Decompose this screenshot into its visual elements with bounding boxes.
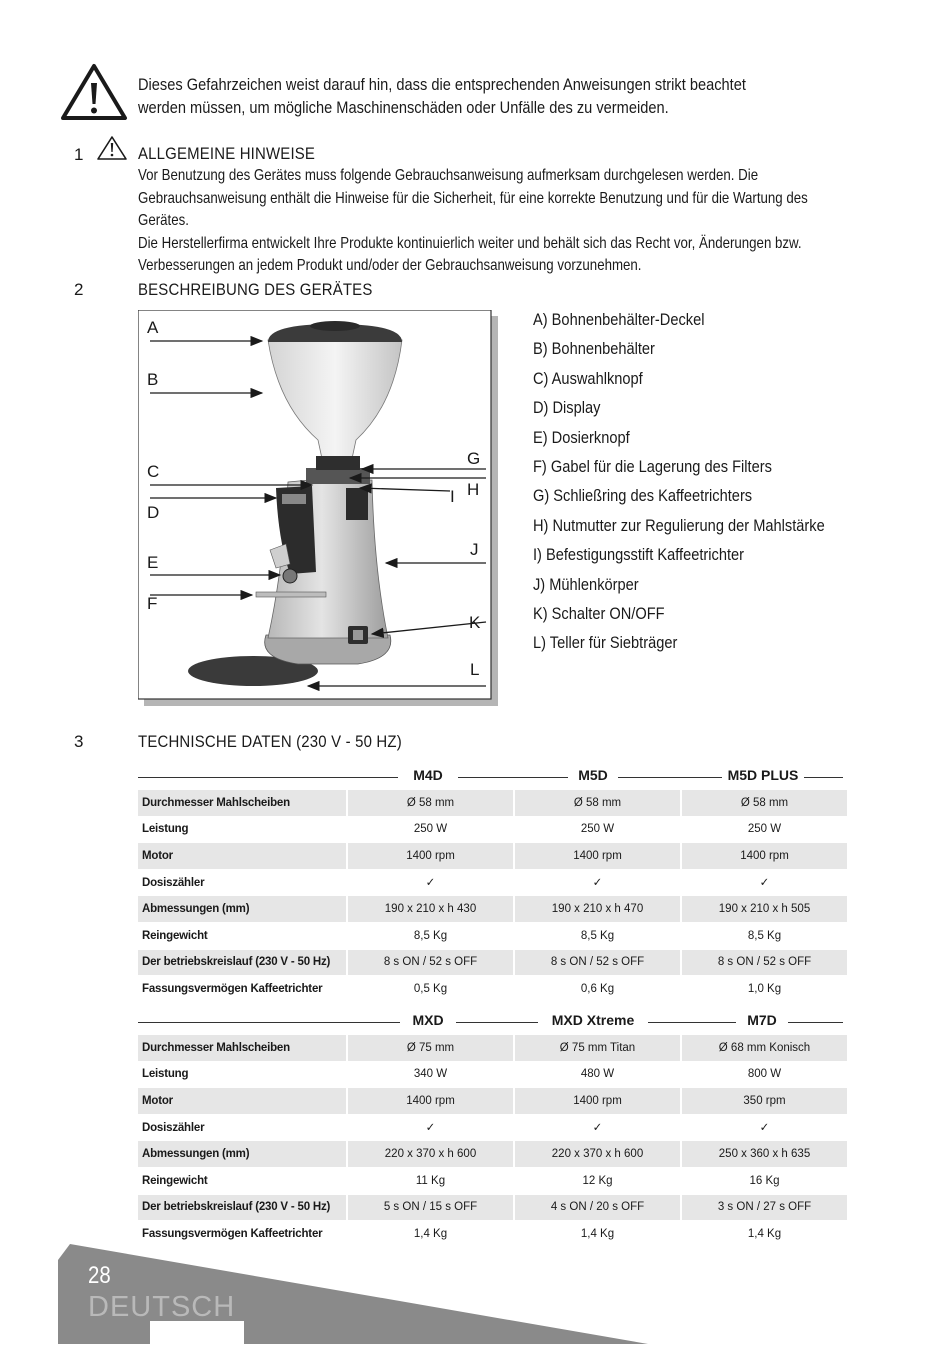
diagram-letter-e: E: [147, 553, 159, 572]
table-1-header: [138, 767, 843, 787]
model-name: M7D: [736, 1012, 788, 1028]
cell: 0,5 Kg: [346, 976, 513, 1003]
cell: 0,6 Kg: [513, 976, 680, 1003]
table-2-header: [138, 1012, 843, 1032]
cell: Ø 75 mm: [346, 1035, 513, 1062]
check-icon: ✓: [680, 1115, 847, 1142]
diagram-letter-f: F: [147, 594, 158, 613]
section-1-number: 1: [74, 145, 84, 164]
cell: 1400 rpm: [346, 1088, 513, 1115]
diagram-letter-h: H: [467, 480, 480, 499]
cell: 1400 rpm: [513, 1088, 680, 1115]
cell: 1400 rpm: [346, 843, 513, 870]
diagram-letter-d: D: [147, 503, 160, 522]
cell: 800 W: [680, 1062, 847, 1089]
table-row: [138, 817, 847, 844]
row-label: Reingewicht: [138, 1168, 346, 1195]
parts-legend: [533, 308, 825, 661]
cell: 8,5 Kg: [346, 923, 513, 950]
row-label: Der betriebskreislauf (230 V - 50 Hz): [138, 950, 346, 977]
cell: Ø 75 mm Titan: [513, 1035, 680, 1062]
row-label: Der betriebskreislauf (230 V - 50 Hz): [138, 1195, 346, 1222]
row-label: Fassungsvermögen Kaffeetrichter: [138, 976, 346, 1003]
model-name: MXD: [400, 1012, 456, 1028]
cell: 220 x 370 x h 600: [346, 1141, 513, 1168]
cell: 12 Kg: [513, 1168, 680, 1195]
cell: 480 W: [513, 1062, 680, 1089]
check-icon: ✓: [513, 870, 680, 897]
table-row: [138, 923, 847, 950]
cell: 1,4 Kg: [346, 1221, 513, 1248]
specs-table-1: [138, 790, 847, 1003]
cell: 8 s ON / 52 s OFF: [346, 950, 513, 977]
check-icon: ✓: [346, 870, 513, 897]
cell: 1400 rpm: [513, 843, 680, 870]
diagram-letter-a: A: [147, 318, 159, 337]
warning-text: Dieses Gefahrzeichen weist darauf hin, dass die entsprechenden Anweisungen strikt beachtet werden müssen, um mögliche Maschinenschäden oder Unfälle des zu vermeiden.: [138, 75, 746, 117]
diagram-letter-g: G: [467, 449, 481, 468]
cell: 11 Kg: [346, 1168, 513, 1195]
cell: 1,4 Kg: [680, 1221, 847, 1248]
section-2-title: BESCHREIBUNG DES GERÄTES: [138, 280, 373, 299]
legend-item: G) Schließring des Kaffeetrichters: [533, 486, 753, 506]
legend-item: B) Bohnenbehälter: [533, 339, 655, 359]
table-row: [138, 896, 847, 923]
diagram-letter-c: C: [147, 462, 160, 481]
table-row: [138, 1035, 847, 1062]
section-1-title: ALLGEMEINE HINWEISE: [138, 144, 316, 163]
cell: 3 s ON / 27 s OFF: [680, 1195, 847, 1222]
row-label: Abmessungen (mm): [138, 896, 346, 923]
table-row: [138, 1195, 847, 1222]
legend-item: L) Teller für Siebträger: [533, 633, 678, 653]
section-3-title: TECHNISCHE DATEN (230 V - 50 HZ): [138, 732, 402, 751]
model-name: M4D: [398, 767, 458, 783]
table-row: [138, 1115, 847, 1142]
table-row: [138, 950, 847, 977]
cell: 220 x 370 x h 600: [513, 1141, 680, 1168]
model-name: MXD Xtreme: [538, 1012, 648, 1028]
row-label: Motor: [138, 843, 346, 870]
row-label: Fassungsvermögen Kaffeetrichter: [138, 1221, 346, 1248]
table-row: [138, 790, 847, 817]
legend-item: K) Schalter ON/OFF: [533, 603, 665, 623]
table-row: [138, 1088, 847, 1115]
cell: 250 W: [513, 817, 680, 844]
cell: 1,4 Kg: [513, 1221, 680, 1248]
cell: 190 x 210 x h 430: [346, 896, 513, 923]
cell: Ø 58 mm: [513, 790, 680, 817]
row-label: Abmessungen (mm): [138, 1141, 346, 1168]
cell: Ø 58 mm: [680, 790, 847, 817]
table-row: [138, 843, 847, 870]
cell: Ø 68 mm Konisch: [680, 1035, 847, 1062]
cell: 1,0 Kg: [680, 976, 847, 1003]
legend-item: F) Gabel für die Lagerung des Filters: [533, 456, 772, 476]
diagram-letter-l: L: [470, 660, 480, 679]
cell: 4 s ON / 20 s OFF: [513, 1195, 680, 1222]
legend-item: D) Display: [533, 398, 601, 418]
row-label: Reingewicht: [138, 923, 346, 950]
row-label: Dosiszähler: [138, 870, 346, 897]
diagram-letter-j: J: [470, 540, 479, 559]
row-label: Motor: [138, 1088, 346, 1115]
section-2-number: 2: [74, 280, 84, 299]
warning-triangle-small-icon: [96, 135, 128, 161]
section-1-paragraph: Vor Benutzung des Gerätes muss folgende Gebrauchsanweisung aufmerksam durchgelesen werden. Die Gebrauchsanweisung enthält die Hinweise für die Sicherheit, für eine korrekte Benutzung und für die Wartung des Gerätes.: [138, 167, 808, 229]
row-label: Dosiszähler: [138, 1115, 346, 1142]
legend-item: H) Nutmutter zur Regulierung der Mahlstärke: [533, 515, 825, 535]
table-row: [138, 1168, 847, 1195]
legend-item: A) Bohnenbehälter-Deckel: [533, 310, 705, 329]
legend-item: J) Mühlenkörper: [533, 574, 639, 594]
section-3-number: 3: [74, 732, 84, 751]
check-icon: ✓: [346, 1115, 513, 1142]
cell: 250 W: [346, 817, 513, 844]
grinder-illustration: [138, 310, 498, 706]
table-row: [138, 1062, 847, 1089]
model-name: M5D: [568, 767, 618, 783]
row-label: Durchmesser Mahlscheiben: [138, 790, 346, 817]
table-row: [138, 976, 847, 1003]
section-1-paragraph: Die Herstellerfirma entwickelt Ihre Produkte kontinuierlich weiter und behält sich das Recht vor, Änderungen bzw. Verbesserungen an jedem Produkt und/oder der Gebrauchsanweisung vorzunehmen.: [138, 234, 802, 274]
cell: 16 Kg: [680, 1168, 847, 1195]
diagram-letter-i: I: [450, 487, 455, 506]
table-row: [138, 1141, 847, 1168]
page-number: 28: [88, 1262, 111, 1289]
legend-item: E) Dosierknopf: [533, 427, 630, 447]
check-icon: ✓: [680, 870, 847, 897]
diagram-letter-k: K: [469, 613, 481, 632]
warning-triangle-icon: [60, 63, 128, 121]
cell: 8 s ON / 52 s OFF: [513, 950, 680, 977]
check-icon: ✓: [513, 1115, 680, 1142]
model-name: M5D PLUS: [722, 767, 804, 783]
cell: Ø 58 mm: [346, 790, 513, 817]
cell: 8,5 Kg: [513, 923, 680, 950]
row-label: Leistung: [138, 1062, 346, 1089]
cell: 5 s ON / 15 s OFF: [346, 1195, 513, 1222]
table-row: [138, 870, 847, 897]
cell: 1400 rpm: [680, 843, 847, 870]
cell: 350 rpm: [680, 1088, 847, 1115]
cell: 8 s ON / 52 s OFF: [680, 950, 847, 977]
cell: 190 x 210 x h 470: [513, 896, 680, 923]
row-label: Leistung: [138, 817, 346, 844]
row-label: Durchmesser Mahlscheiben: [138, 1035, 346, 1062]
diagram-letter-b: B: [147, 370, 159, 389]
cell: 8,5 Kg: [680, 923, 847, 950]
section-1-body: [138, 165, 819, 278]
grinder-diagram: [138, 310, 498, 706]
specs-table-2: [138, 1035, 847, 1248]
footer-language: DEUTSCH: [88, 1291, 236, 1323]
legend-item: I) Befestigungsstift Kaffeetrichter: [533, 545, 745, 565]
legend-item: C) Auswahlknopf: [533, 368, 643, 388]
cell: 250 W: [680, 817, 847, 844]
cell: 250 x 360 x h 635: [680, 1141, 847, 1168]
cell: 190 x 210 x h 505: [680, 896, 847, 923]
cell: 340 W: [346, 1062, 513, 1089]
